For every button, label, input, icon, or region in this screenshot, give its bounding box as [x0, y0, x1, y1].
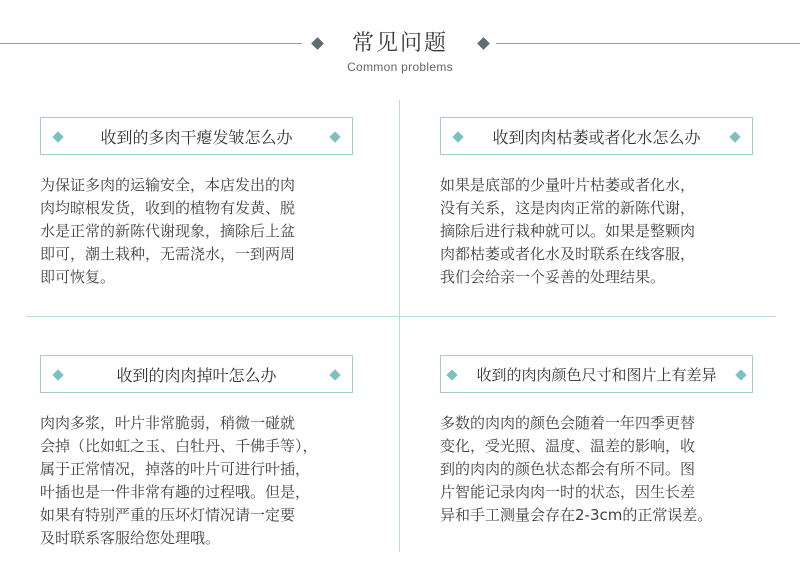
answer-line: 叶插也是一件非常有趣的过程哦。但是， [40, 483, 311, 501]
answer-line: 片智能记录肉肉一时的状态，因生长差 [440, 483, 696, 501]
answer-line: 到的肉肉的颜色状态都会有所不同。图 [440, 460, 696, 478]
faq-question: 收到的多肉干瘪发皱怎么办 [100, 127, 293, 147]
faq-answer [440, 174, 785, 289]
faq-answer [440, 412, 785, 527]
faq-question-box [40, 355, 353, 393]
vertical-divider [399, 100, 400, 552]
faq-question-box [440, 117, 753, 155]
faq-question: 收到的肉肉掉叶怎么办 [116, 365, 277, 385]
answer-line: 肉肉多浆，叶片非常脆弱，稍微一碰就 [40, 414, 296, 432]
faq-question: 收到肉肉枯萎或者化水怎么办 [492, 127, 701, 147]
faq-question-box [440, 355, 753, 393]
diamond-icon [52, 131, 63, 142]
answer-line: 没有关系，这是肉肉正常的新陈代谢， [440, 199, 696, 217]
answer-line: 属于正常情况，掉落的叶片可进行叶插， [40, 460, 311, 478]
diamond-icon [452, 131, 463, 142]
diamond-icon [52, 369, 63, 380]
answer-line: 多数的肉肉的颜色会随着一年四季更替 [440, 414, 696, 432]
page-title: 常见问题 [351, 31, 448, 56]
answer-line: 如果有特别严重的压坏灯情况请一定要 [40, 506, 296, 524]
faq-answer [40, 412, 385, 550]
diamond-icon [729, 131, 740, 142]
answer-line: 肉均晾根发货，收到的植物有发黄、脱 [40, 199, 296, 217]
answer-line: 即可，潮土栽种，无需浇水，一到两周 [40, 245, 296, 263]
header-rule-right [496, 43, 800, 44]
page-subtitle: Common problems [347, 60, 453, 74]
answer-line: 即可恢复。 [40, 268, 116, 286]
answer-line: 会掉（比如虹之玉、白牡丹、千佛手等）， [40, 437, 318, 455]
answer-line: 肉都枯萎或者化水及时联系在线客服， [440, 245, 696, 263]
answer-line: 异和手工测量会存在2-3cm的正常误差。 [440, 506, 713, 524]
diamond-icon [446, 369, 457, 380]
horizontal-divider [26, 316, 776, 317]
answer-line: 如果是底部的少量叶片枯萎或者化水， [440, 176, 696, 194]
answer-line: 及时联系客服给您处理哦。 [40, 529, 221, 547]
answer-line: 水是正常的新陈代谢现象，摘除后上盆 [40, 222, 296, 240]
answer-line: 变化，受光照、温度、温差的影响，收 [440, 437, 696, 455]
answer-line: 我们会给亲一个妥善的处理结果。 [440, 268, 666, 286]
diamond-icon [735, 369, 746, 380]
faq-question: 收到的肉肉颜色尺寸和图片上有差异 [476, 365, 717, 384]
faq-question-box [40, 117, 353, 155]
answer-line: 为保证多肉的运输安全，本店发出的肉 [40, 176, 296, 194]
diamond-icon [329, 369, 340, 380]
faq-answer [40, 174, 385, 289]
answer-line: 摘除后进行栽种就可以。如果是整颗肉 [440, 222, 696, 240]
diamond-icon [329, 131, 340, 142]
